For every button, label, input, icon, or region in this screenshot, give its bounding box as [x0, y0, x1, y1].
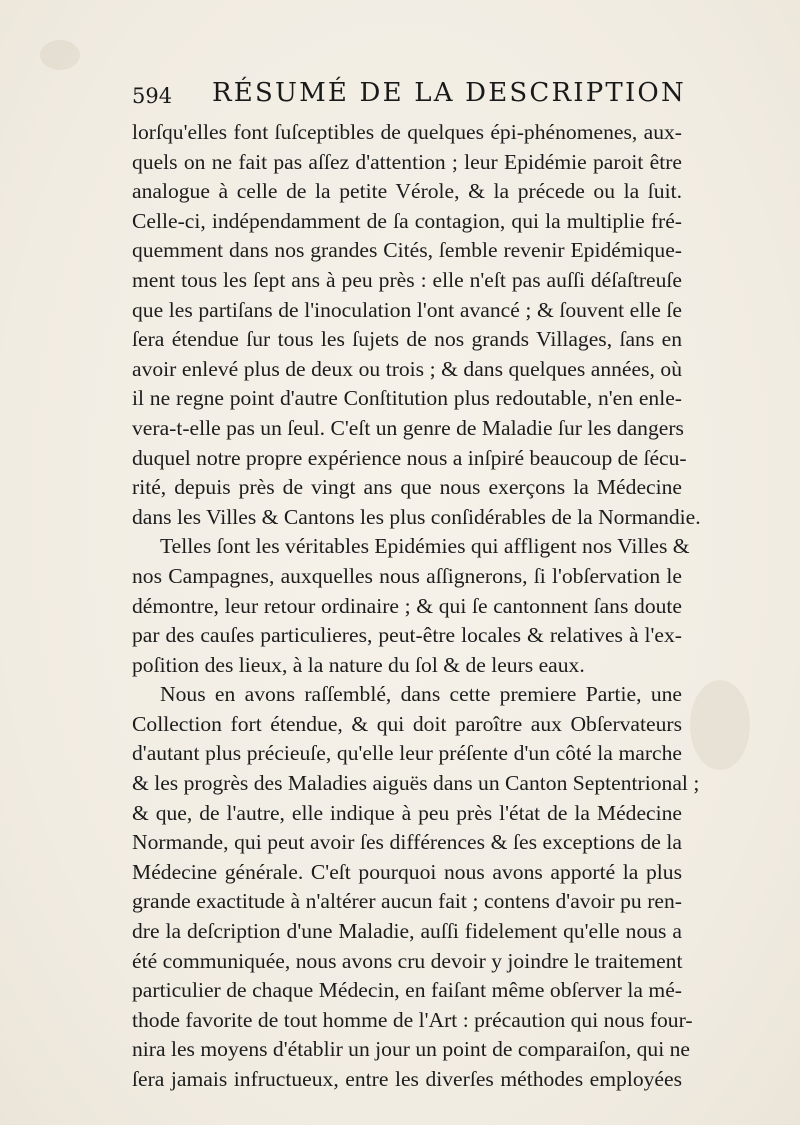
- running-title: RÉSUMÉ DE LA DESCRIPTION: [212, 78, 686, 108]
- body-text: [132, 118, 701, 1095]
- text-line: nos Campagnes, auxquelles nous aſſignerons, ſi l'obſervation le: [132, 563, 682, 588]
- text-line: Normande, qui peut avoir ſes différences & ſes exceptions de la: [132, 830, 682, 855]
- paragraph-start: Nous en avons raſſemblé, dans cette premiere Partie, une: [160, 682, 682, 707]
- text-line: lorſqu'elles font ſuſceptibles de quelques épi-phénomenes, aux-: [132, 120, 682, 144]
- text-line: par des cauſes particulieres, peut-être locales & relatives à l'ex-: [132, 623, 682, 648]
- paragraph-start: Telles ſont les véritables Epidémies qui affligent nos Villes &: [160, 534, 690, 559]
- text-line: poſition des lieux, à la nature du ſol & de leurs eaux.: [132, 652, 585, 677]
- text-line: dre la deſcription d'une Maladie, auſſi fidelement qu'elle nous a: [132, 919, 682, 944]
- paper-stain: [40, 40, 80, 70]
- page-header: [132, 78, 692, 118]
- text-line: ment tous les ſept ans à peu près : elle n'eſt pas auſſi déſaſtreuſe: [132, 267, 682, 292]
- paper-stain: [690, 680, 750, 770]
- text-line: Collection fort étendue, & qui doit paroître aux Obſervateurs: [132, 711, 682, 736]
- text-line: Médecine générale. C'eſt pourquoi nous avons apporté la plus: [132, 859, 682, 884]
- text-line: particulier de chaque Médecin, en faiſant même obſerver la mé-: [132, 978, 682, 1003]
- text-line: il ne regne point d'autre Conſtitution plus redoutable, n'en enle-: [132, 386, 682, 411]
- text-line: que les partiſans de l'inoculation l'ont avancé ; & ſouvent elle ſe: [132, 297, 682, 322]
- text-line: thode favorite de tout homme de l'Art : précaution qui nous four-: [132, 1007, 693, 1032]
- text-line: grande exactitude à n'altérer aucun fait ; contens d'avoir pu ren-: [132, 889, 682, 914]
- text-line: Celle-ci, indépendamment de ſa contagion, qui la multiplie fré-: [132, 208, 682, 233]
- text-line: démontre, leur retour ordinaire ; & qui ſe cantonnent ſans doute: [132, 593, 682, 618]
- text-line: avoir enlevé plus de deux ou trois ; & dans quelques années, où: [132, 356, 682, 381]
- text-line: été communiquée, nous avons cru devoir y joindre le traitement: [132, 948, 683, 973]
- text-line: & que, de l'autre, elle indique à peu près l'état de la Médecine: [132, 800, 682, 825]
- text-line: ſera jamais infructueux, entre les diverſes méthodes employées: [132, 1067, 682, 1091]
- text-line: ſera étendue ſur tous les ſujets de nos grands Villages, ſans en: [132, 327, 682, 352]
- page-number: 594: [132, 84, 173, 108]
- text-line: d'autant plus précieuſe, qu'elle leur préſente d'un côté la marche: [132, 741, 682, 766]
- text-line: dans les Villes & Cantons les plus conſidérables de la Normandie.: [132, 504, 701, 529]
- text-line: quels on ne fait pas aſſez d'attention ; leur Epidémie paroit être: [132, 149, 682, 174]
- text-line: vera-t-elle pas un ſeul. C'eſt un genre de Maladie ſur les dangers: [132, 415, 684, 440]
- text-line: nira les moyens d'établir un jour un point de comparaiſon, qui ne: [132, 1037, 691, 1062]
- text-line: rité, depuis près de vingt ans que nous exerçons la Médecine: [132, 475, 682, 500]
- text-line: & les progrès des Maladies aiguës dans un Canton Septentrional ;: [132, 771, 700, 796]
- text-line: quemment dans nos grandes Cités, ſemble revenir Epidémique-: [132, 238, 682, 263]
- text-line: analogue à celle de la petite Vérole, & la précede ou la ſuit.: [132, 179, 682, 204]
- text-line: duquel notre propre expérience nous a inſpiré beaucoup de ſécu-: [132, 445, 687, 470]
